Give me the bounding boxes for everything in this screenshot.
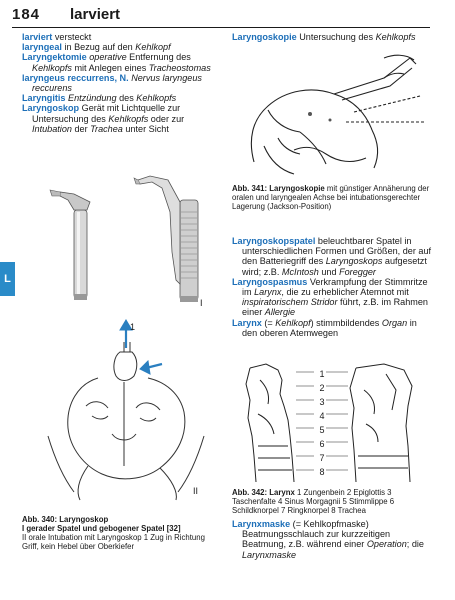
dictionary-entry [232,318,432,338]
dictionary-entry [232,519,432,560]
entry-definition-part: mit Anlegen eines [71,62,149,73]
entry-definition-part: Kehlkopf [275,317,311,328]
figure-341-caption-title: Abb. 341: Laryngoskopie [232,184,325,193]
figure-342-caption [232,488,432,515]
entry-definition-part: Kehlkopfs [32,62,72,73]
oral-intubation-illustration [28,316,223,502]
entry-definition-part: Kehlkopfs [136,93,177,104]
thumb-index-tab [0,262,15,296]
entry-definition-part: beleuchtbarer Spatel in unterschiedlichen Formen und Größen, der auf den Batteriegriff des [242,236,432,267]
entry-definition-part: Intubation [32,123,72,134]
entry-definition-part: , die zu erheblicher Atemnot mit [281,287,409,298]
figure-340-label-ii: II [193,486,199,496]
larynx-number-6: 6 [319,439,325,449]
figure-340-label-1: 1 [130,322,136,332]
figure-340-caption-title: Abb. 340: Laryngoskop [22,515,109,524]
figure-340-caption-line2: II orale Intubation mit Laryngoskop 1 Zug in Richtung Griff, kein Hebel über Oberkiefer [22,533,205,551]
entry-definition-part: führt, z.B. im Rahmen einer [242,297,428,318]
entry-term: Laryngoskopspatel [232,236,316,246]
dictionary-entry [22,42,222,52]
dictionary-entry [22,73,222,93]
entry-term: Laryngoskop [22,103,80,114]
entry-definition-part: Kehlkopf [135,42,171,53]
entry-term: Larynx [232,317,262,328]
figure-341-caption [232,184,430,211]
entry-definition-part: in den oberen Atemwegen [242,317,417,338]
entry-definition-part: McIntosh [281,266,319,277]
laryngoscope-illustration [30,172,220,307]
entry-definition-part: operative [89,52,127,63]
entry-definition-part: (= Kehlkopfmaske) Beatmungsschlauch zur kurzzeitigen Beatmung, z.B. während einer [242,519,391,550]
entry-definition-part: Organ [381,317,408,328]
figure-342-caption-title: Abb. 342: Larynx [232,488,295,497]
entry-definition-part: aufgesetzt wird; z.B. [242,256,427,277]
entry-definition-part: Kehlkopfs [108,113,149,124]
entry-term: larviert [22,32,53,42]
dictionary-entry [232,236,432,277]
entry-definition-part: Gerät mit Lichtquelle zur Untersuchung des [32,103,181,124]
entry-term: Laryngitis [22,93,66,104]
entry-definition-part: Trachea [90,123,123,134]
thumb-letter: L [4,273,11,285]
larynx-number-5: 5 [319,425,325,435]
entry-term: laryngeus reccurrens, N. [22,72,129,83]
right-column-bottom-entries [232,519,432,560]
figure-342-caption-text: 1 Zungenbein 2 Epiglottis 3 Taschenfalte 4 Sinus Morgagnii 5 Stimmlippe 6 Schildknorpel 7 Ringknorpel 8 Trachea [232,488,395,515]
entry-definition-part: Larynxmaske [242,549,297,560]
entry-definition-part: oder zur [148,113,185,124]
entry-definition-part: Entfernung des [126,52,191,63]
larynx-number-labels [316,367,328,479]
entry-definition-part: unter Sicht [122,123,169,134]
entry-definition-part: Verkrampfung der Stimmritze im [242,276,428,298]
laryngoscopy-illustration [234,50,434,182]
entry-definition-part: der [71,123,91,134]
page-number: 184 [12,6,41,23]
entry-definition-part: inspiratorischem Stridor [242,297,338,308]
entry-definition-part: Laryngoskops [325,256,383,267]
page-headword: larviert [70,6,121,23]
straight-blade-laryngoscope [50,190,90,300]
entry-definition-part: Foregger [339,266,376,277]
entry-term: laryngeal [22,42,62,53]
dictionary-entry [22,32,222,42]
entry-term: Laryngektomie [22,52,87,63]
dictionary-entry [22,52,222,72]
larynx-number-3: 3 [319,397,325,407]
entry-definition-part: Entzündung [68,93,117,104]
figure-340-label-i: I [200,298,203,308]
dictionary-entry [22,103,222,134]
larynx-number-8: 8 [319,467,325,477]
figure-341-caption-text: mit günstiger Annäherung der oralen und laryngealen Achse bei intubationsgerechter Lagerung (Jackson-Position) [232,184,430,211]
entry-definition-part: Untersuchung des [296,32,376,42]
larynx-number-4: 4 [319,411,325,421]
entry-term: Larynxmaske [232,519,291,529]
entry-definition-part: Tracheostomas [148,62,211,73]
entry-term: Laryngospasmus [232,276,308,287]
curved-blade-laryngoscope [134,176,198,302]
entry-definition-part: in Bezug auf den [61,42,136,53]
entry-definition-part: versteckt [52,32,92,42]
dictionary-entry [232,277,432,318]
entry-definition-part: ) stimmbildendes [310,317,382,328]
entry-definition-part: Nervus laryngeus reccurens [32,72,202,94]
right-column-top-entries [232,32,432,42]
header-divider [12,27,430,28]
entry-definition-part: und [318,266,340,277]
entry-definition-part: Allergie [264,307,296,318]
entry-definition-part: ; die [406,539,424,550]
figure-340-caption-line1: I gerader Spatel und gebogener Spatel [32] [22,524,181,533]
right-column-middle-entries [232,236,432,338]
larynx-number-2: 2 [319,383,325,393]
entry-term: Laryngoskopie [232,32,297,42]
left-column-entries [22,32,222,134]
entry-definition-part: des [116,93,137,104]
dictionary-entry [232,32,432,42]
entry-definition-part: Operation [366,539,407,550]
entry-definition-part: Kehlkopfs [375,32,416,42]
entry-definition-part: Larynx [254,287,282,298]
larynx-number-1: 1 [319,369,325,379]
larynx-illustration [236,360,436,486]
entry-definition-part: (= [261,317,276,328]
figure-340-caption [22,515,222,551]
page-header [12,6,442,28]
dictionary-entry [22,93,222,103]
larynx-number-7: 7 [319,453,325,463]
